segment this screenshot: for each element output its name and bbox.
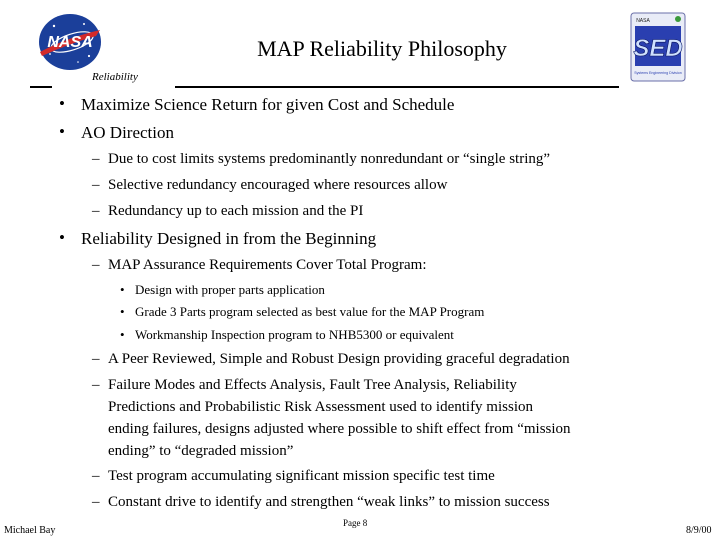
nasa-logo xyxy=(34,12,106,72)
dash-marker: – xyxy=(92,351,100,367)
subsubbullet-grade-3-parts: Grade 3 Parts program selected as best value for the MAP Program xyxy=(135,304,485,319)
subbullet-fmea-line-1: Failure Modes and Effects Analysis, Fault Tree Analysis, Reliability xyxy=(108,377,517,393)
subbullet-peer-reviewed: A Peer Reviewed, Simple and Robust Design providing graceful degradation xyxy=(108,351,570,367)
bullet-marker: • xyxy=(120,304,125,319)
bullet-marker: • xyxy=(120,327,125,342)
dash-marker: – xyxy=(92,151,100,167)
nasa-logo-text: NASA xyxy=(47,34,93,51)
bullet-marker: • xyxy=(120,282,125,297)
dash-marker: – xyxy=(92,177,100,193)
bullet-marker: • xyxy=(59,122,65,141)
header-rule-left xyxy=(30,86,52,88)
dash-marker: – xyxy=(92,257,100,273)
footer-date: 8/9/00 xyxy=(686,525,712,536)
sed-logo-text: SED xyxy=(633,35,683,62)
nasa-meatball-icon xyxy=(34,12,106,72)
dash-marker: – xyxy=(92,494,100,510)
header-rule xyxy=(175,86,619,88)
subbullet-cost-limits: Due to cost limits systems predominantly nonredundant or “single string” xyxy=(108,151,551,167)
sed-logo xyxy=(630,12,686,82)
bullet-marker: • xyxy=(59,94,65,113)
subbullet-weak-links: Constant drive to identify and strengthen “weak links” to mission success xyxy=(108,494,550,510)
subbullet-selective-redundancy: Selective redundancy encouraged where resources allow xyxy=(108,177,448,193)
subbullet-fmea-line-3: ending failures, designs adjusted where possible to shift effect from “mission xyxy=(108,421,571,437)
subbullet-redundancy-pi: Redundancy up to each mission and the PI xyxy=(108,203,364,219)
dash-marker: – xyxy=(92,468,100,484)
sed-badge-icon xyxy=(630,12,686,82)
bullet-ao-direction: AO Direction xyxy=(81,123,175,142)
dash-marker: – xyxy=(92,203,100,219)
subsubbullet-parts-application: Design with proper parts application xyxy=(135,282,325,297)
page-title: MAP Reliability Philosophy xyxy=(257,36,507,61)
subbullet-fmea-line-4: ending” to “degraded mission” xyxy=(108,443,294,459)
subbullet-fmea-line-2: Predictions and Probabilistic Risk Assessment used to identify mission xyxy=(108,399,533,415)
dash-marker: – xyxy=(92,377,100,393)
footer-author: Michael Bay xyxy=(4,525,56,536)
bullet-maximize-science: Maximize Science Return for given Cost and Schedule xyxy=(81,95,455,114)
bullet-reliability-designed: Reliability Designed in from the Beginning xyxy=(81,229,377,248)
subbullet-test-program: Test program accumulating significant mission specific test time xyxy=(108,468,495,484)
subsubbullet-workmanship: Workmanship Inspection program to NHB5300 or equivalent xyxy=(135,327,454,342)
bullet-marker: • xyxy=(59,228,65,247)
page-subtitle: Reliability xyxy=(92,71,138,83)
subbullet-assurance-requirements: MAP Assurance Requirements Cover Total Program: xyxy=(108,257,427,273)
sed-logo-caption: Systems Engineering Division xyxy=(634,71,682,75)
sed-logo-top: NASA xyxy=(636,18,650,24)
footer-page-number: Page 8 xyxy=(343,518,368,528)
